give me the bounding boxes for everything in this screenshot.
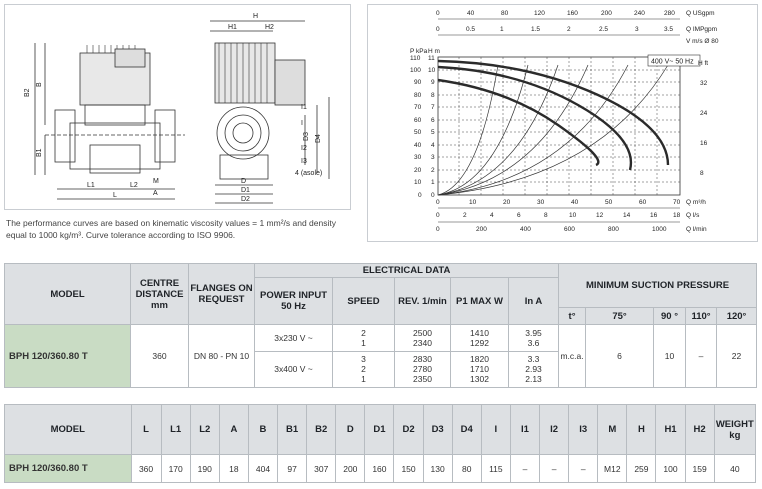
dim-header-i3: I3 bbox=[569, 405, 598, 455]
svg-text:4: 4 bbox=[431, 142, 435, 149]
curves-note: The performance curves are based on kinematic viscosity values = 1 mm²/s and density equal to 1000 kg/m³. Curve tolerance according to ISO 9906. bbox=[6, 218, 336, 240]
dim-cell-i2: – bbox=[540, 455, 569, 483]
dim-header-b2: B2 bbox=[307, 405, 336, 455]
svg-text:2.5: 2.5 bbox=[599, 26, 609, 33]
svg-text:6: 6 bbox=[517, 212, 521, 219]
svg-text:1: 1 bbox=[431, 179, 435, 186]
svg-text:10: 10 bbox=[469, 199, 477, 206]
svg-text:24: 24 bbox=[700, 110, 708, 117]
svg-text:Q l/s: Q l/s bbox=[686, 212, 700, 219]
svg-text:70: 70 bbox=[673, 199, 681, 206]
svg-text:60: 60 bbox=[639, 199, 647, 206]
svg-text:H m: H m bbox=[428, 48, 440, 55]
svg-text:0: 0 bbox=[418, 192, 422, 199]
svg-text:1.5: 1.5 bbox=[531, 26, 541, 33]
svg-text:D: D bbox=[241, 178, 247, 185]
svg-text:2: 2 bbox=[567, 26, 571, 33]
svg-text:0: 0 bbox=[431, 192, 435, 199]
svg-text:200: 200 bbox=[476, 226, 487, 233]
dim-header-b1: B1 bbox=[278, 405, 307, 455]
header-in: In A bbox=[509, 278, 559, 325]
svg-text:I2: I2 bbox=[301, 145, 307, 152]
svg-text:I: I bbox=[301, 120, 303, 127]
svg-text:40: 40 bbox=[414, 142, 422, 149]
svg-text:D4: D4 bbox=[315, 134, 322, 143]
svg-text:Q m³/h: Q m³/h bbox=[686, 199, 706, 206]
dim-cell-d1: 160 bbox=[365, 455, 394, 483]
performance-curves bbox=[367, 4, 758, 242]
svg-text:10: 10 bbox=[414, 179, 422, 186]
svg-text:7: 7 bbox=[431, 104, 435, 111]
dim-header-d4: D4 bbox=[452, 405, 481, 455]
svg-text:0: 0 bbox=[436, 199, 440, 206]
dim-header-l: L bbox=[131, 405, 161, 455]
svg-text:B: B bbox=[36, 82, 43, 87]
svg-text:L: L bbox=[113, 192, 117, 199]
svg-text:D1: D1 bbox=[241, 187, 250, 194]
dim-header-d: D bbox=[336, 405, 365, 455]
svg-text:120: 120 bbox=[534, 10, 545, 17]
dim-cell-b: 404 bbox=[248, 455, 277, 483]
dim-header-l2: L2 bbox=[190, 405, 219, 455]
header-suction-pressure: MINIMUM SUCTION PRESSURE bbox=[559, 264, 757, 308]
row-s120: 22 bbox=[717, 325, 757, 388]
svg-text:3.5: 3.5 bbox=[664, 26, 674, 33]
dim-cell-d2: 150 bbox=[394, 455, 423, 483]
svg-text:9: 9 bbox=[431, 79, 435, 86]
svg-text:50: 50 bbox=[605, 199, 613, 206]
svg-text:16: 16 bbox=[700, 140, 708, 147]
svg-text:32: 32 bbox=[700, 80, 708, 87]
dim-cell-h: 259 bbox=[627, 455, 656, 483]
svg-text:0.5: 0.5 bbox=[466, 26, 476, 33]
top-axis-velocity bbox=[686, 38, 719, 45]
dim-cell-i: 115 bbox=[481, 455, 510, 483]
header-centre-distance: CENTRE DISTANCE mm bbox=[131, 264, 189, 325]
row-s90: 10 bbox=[654, 325, 686, 388]
svg-text:0: 0 bbox=[436, 226, 440, 233]
svg-text:4 (asole): 4 (asole) bbox=[295, 170, 323, 177]
top-axis-impgpm bbox=[436, 26, 717, 35]
svg-text:3: 3 bbox=[431, 154, 435, 161]
header-75: 75° bbox=[586, 308, 654, 325]
svg-text:0: 0 bbox=[436, 10, 440, 17]
dim-row-model: BPH 120/360.80 T bbox=[5, 455, 132, 483]
dim-header-l1: L1 bbox=[161, 405, 190, 455]
header-flanges: FLANGES ON REQUEST bbox=[189, 264, 255, 325]
row-in-230: 3.95 3.6 bbox=[509, 325, 559, 351]
legend-label: 400 V~ 50 Hz bbox=[651, 58, 694, 66]
row-power-230: 3x230 V ~ bbox=[255, 325, 333, 351]
dim-cell-b2: 307 bbox=[307, 455, 336, 483]
svg-text:0: 0 bbox=[436, 212, 440, 219]
svg-text:H ft: H ft bbox=[698, 60, 709, 67]
row-power-400: 3x400 V ~ bbox=[255, 351, 333, 387]
svg-text:280: 280 bbox=[664, 10, 675, 17]
svg-text:3: 3 bbox=[635, 26, 639, 33]
header-p1-max: P1 MAX W bbox=[451, 278, 509, 325]
row-p1-230: 1410 1292 bbox=[451, 325, 509, 351]
svg-text:10: 10 bbox=[569, 212, 577, 219]
svg-text:110: 110 bbox=[410, 55, 421, 62]
svg-text:M: M bbox=[153, 178, 159, 185]
dim-cell-i1: – bbox=[510, 455, 539, 483]
header-rev: REV. 1/min bbox=[395, 278, 451, 325]
dim-header-h2: H2 bbox=[685, 405, 714, 455]
svg-text:14: 14 bbox=[623, 212, 631, 219]
dim-cell-weight: 40 bbox=[714, 455, 755, 483]
bottom-axis-ls bbox=[436, 208, 700, 219]
svg-text:8: 8 bbox=[544, 212, 548, 219]
dim-cell-b1: 97 bbox=[278, 455, 307, 483]
svg-text:20: 20 bbox=[414, 167, 422, 174]
dim-cell-d3: 130 bbox=[423, 455, 452, 483]
bottom-axis-lmin bbox=[436, 222, 707, 233]
svg-text:1000: 1000 bbox=[652, 226, 667, 233]
row-rev-400: 2830 2780 2350 bbox=[395, 351, 451, 387]
header-120: 120° bbox=[717, 308, 757, 325]
svg-text:200: 200 bbox=[601, 10, 612, 17]
svg-text:800: 800 bbox=[608, 226, 619, 233]
svg-text:H2: H2 bbox=[265, 24, 274, 31]
dim-cell-a: 18 bbox=[219, 455, 248, 483]
dim-header-d2: D2 bbox=[394, 405, 423, 455]
header-t: t° bbox=[559, 308, 586, 325]
svg-text:Q USgpm: Q USgpm bbox=[686, 10, 715, 17]
svg-text:2: 2 bbox=[431, 167, 435, 174]
svg-text:20: 20 bbox=[503, 199, 511, 206]
svg-text:8: 8 bbox=[700, 170, 704, 177]
row-p1-400: 1820 1710 1302 bbox=[451, 351, 509, 387]
svg-text:90: 90 bbox=[414, 79, 422, 86]
svg-text:10: 10 bbox=[428, 67, 436, 74]
dim-cell-h1: 100 bbox=[656, 455, 685, 483]
svg-text:2: 2 bbox=[463, 212, 467, 219]
dim-cell-d: 200 bbox=[336, 455, 365, 483]
dim-header-b: B bbox=[248, 405, 277, 455]
dimension-drawing bbox=[4, 4, 351, 210]
dim-header-h1: H1 bbox=[656, 405, 685, 455]
row-flanges: DN 80 - PN 10 bbox=[189, 325, 255, 388]
svg-text:18: 18 bbox=[673, 212, 681, 219]
svg-text:B2: B2 bbox=[24, 88, 31, 97]
dim-header-m: M bbox=[598, 405, 627, 455]
dim-header-a: A bbox=[219, 405, 248, 455]
dim-header-i1: I1 bbox=[510, 405, 539, 455]
svg-text:4: 4 bbox=[490, 212, 494, 219]
row-centre: 360 bbox=[131, 325, 189, 388]
svg-text:30: 30 bbox=[537, 199, 545, 206]
svg-text:6: 6 bbox=[431, 117, 435, 124]
bottom-axis-m3h bbox=[436, 199, 706, 206]
left-axis-kpa bbox=[410, 48, 428, 199]
svg-text:P kPa: P kPa bbox=[410, 48, 428, 55]
svg-text:V m/s Ø 80: V m/s Ø 80 bbox=[686, 38, 719, 45]
row-model: BPH 120/360.80 T bbox=[5, 325, 131, 388]
svg-text:80: 80 bbox=[501, 10, 509, 17]
pump-drawing-svg bbox=[5, 5, 352, 211]
dim-cell-i3: – bbox=[569, 455, 598, 483]
dim-cell-l2: 190 bbox=[190, 455, 219, 483]
svg-text:I1: I1 bbox=[301, 104, 307, 111]
dim-cell-l1: 170 bbox=[161, 455, 190, 483]
svg-text:Q l/min: Q l/min bbox=[686, 226, 707, 233]
dimensions-table bbox=[4, 404, 756, 483]
svg-text:16: 16 bbox=[650, 212, 658, 219]
header-90: 90 ° bbox=[654, 308, 686, 325]
header-power-input: POWER INPUT 50 Hz bbox=[255, 278, 333, 325]
dim-header-weight: WEIGHT kg bbox=[714, 405, 755, 455]
dim-cell-m: M12 bbox=[598, 455, 627, 483]
svg-text:160: 160 bbox=[567, 10, 578, 17]
row-s110: – bbox=[686, 325, 717, 388]
top-axis-usgpm bbox=[436, 10, 715, 19]
svg-text:400: 400 bbox=[520, 226, 531, 233]
dim-header-d1: D1 bbox=[365, 405, 394, 455]
svg-text:80: 80 bbox=[414, 92, 422, 99]
svg-text:70: 70 bbox=[414, 104, 422, 111]
header-110: 110° bbox=[686, 308, 717, 325]
svg-text:30: 30 bbox=[414, 154, 422, 161]
svg-text:I3: I3 bbox=[301, 158, 307, 165]
svg-text:H: H bbox=[253, 13, 259, 20]
header-electrical-data: ELECTRICAL DATA bbox=[255, 264, 559, 278]
svg-text:L1: L1 bbox=[87, 182, 95, 189]
row-speed-230: 2 1 bbox=[333, 325, 395, 351]
dim-header-i: I bbox=[481, 405, 510, 455]
svg-text:D2: D2 bbox=[241, 196, 250, 203]
svg-text:8: 8 bbox=[431, 92, 435, 99]
svg-text:Q IMPgpm: Q IMPgpm bbox=[686, 26, 718, 33]
svg-text:40: 40 bbox=[467, 10, 475, 17]
dim-header-d3: D3 bbox=[423, 405, 452, 455]
row-speed-400: 3 2 1 bbox=[333, 351, 395, 387]
svg-text:12: 12 bbox=[596, 212, 604, 219]
dim-header-model: MODEL bbox=[5, 405, 132, 455]
svg-text:11: 11 bbox=[428, 55, 435, 62]
svg-text:D3: D3 bbox=[303, 132, 310, 141]
svg-text:600: 600 bbox=[564, 226, 575, 233]
dim-cell-h2: 159 bbox=[685, 455, 714, 483]
svg-text:100: 100 bbox=[410, 67, 421, 74]
svg-text:60: 60 bbox=[414, 117, 422, 124]
curves-svg bbox=[368, 5, 759, 243]
svg-text:240: 240 bbox=[634, 10, 645, 17]
dim-cell-l: 360 bbox=[131, 455, 161, 483]
dim-cell-d4: 80 bbox=[452, 455, 481, 483]
dim-header-i2: I2 bbox=[540, 405, 569, 455]
svg-text:0: 0 bbox=[436, 26, 440, 33]
svg-text:50: 50 bbox=[414, 129, 422, 136]
header-speed: SPEED bbox=[333, 278, 395, 325]
svg-text:40: 40 bbox=[571, 199, 579, 206]
dim-header-h: H bbox=[627, 405, 656, 455]
header-model: MODEL bbox=[5, 264, 131, 325]
svg-text:A: A bbox=[153, 190, 158, 197]
row-rev-230: 2500 2340 bbox=[395, 325, 451, 351]
svg-text:1: 1 bbox=[500, 26, 504, 33]
svg-text:5: 5 bbox=[431, 129, 435, 136]
svg-text:H1: H1 bbox=[228, 24, 237, 31]
row-in-400: 3.3 2.93 2.13 bbox=[509, 351, 559, 387]
row-s75: 6 bbox=[586, 325, 654, 388]
svg-text:L2: L2 bbox=[130, 182, 138, 189]
svg-text:B1: B1 bbox=[36, 148, 43, 157]
electrical-data-table bbox=[4, 263, 757, 388]
right-axis-ft bbox=[698, 60, 708, 177]
row-unit: m.c.a. bbox=[559, 325, 586, 388]
